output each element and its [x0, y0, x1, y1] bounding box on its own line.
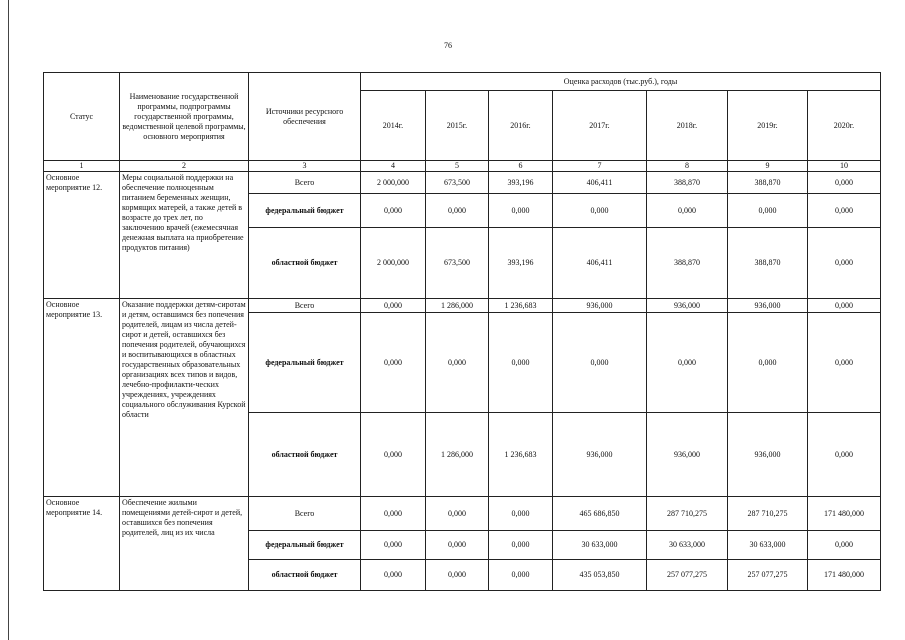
- value-cell: 0,000: [426, 313, 489, 413]
- source-label: федеральный бюджет: [249, 313, 361, 413]
- measure-description: Обеспечение жилыми помещениями детей-сирот и детей, оставшихся без попечения родителей, лиц из их числа: [120, 497, 249, 591]
- value-cell: 0,000: [426, 194, 489, 228]
- value-cell: 673,500: [426, 228, 489, 299]
- value-cell: 406,411: [553, 228, 647, 299]
- value-cell: 0,000: [808, 194, 881, 228]
- value-cell: 257 077,275: [647, 560, 728, 591]
- value-cell: 0,000: [361, 413, 426, 497]
- value-cell: 1 236,683: [489, 413, 553, 497]
- value-cell: 0,000: [808, 172, 881, 194]
- value-cell: 1 236,683: [489, 299, 553, 313]
- value-cell: 287 710,275: [647, 497, 728, 531]
- value-cell: 0,000: [728, 313, 808, 413]
- value-cell: 2 000,000: [361, 228, 426, 299]
- value-cell: 0,000: [808, 228, 881, 299]
- value-cell: 393,196: [489, 228, 553, 299]
- header-year: 2019г.: [728, 91, 808, 161]
- header-year: 2017г.: [553, 91, 647, 161]
- value-cell: 406,411: [553, 172, 647, 194]
- source-label: областной бюджет: [249, 413, 361, 497]
- value-cell: 0,000: [426, 560, 489, 591]
- value-cell: 936,000: [553, 299, 647, 313]
- value-cell: 0,000: [808, 299, 881, 313]
- value-cell: 936,000: [647, 299, 728, 313]
- value-cell: 0,000: [426, 531, 489, 560]
- value-cell: 936,000: [728, 413, 808, 497]
- value-cell: 30 633,000: [728, 531, 808, 560]
- value-cell: 30 633,000: [553, 531, 647, 560]
- value-cell: 171 480,000: [808, 497, 881, 531]
- value-cell: 257 077,275: [728, 560, 808, 591]
- value-cell: 2 000,000: [361, 172, 426, 194]
- value-cell: 936,000: [553, 413, 647, 497]
- value-cell: 0,000: [647, 194, 728, 228]
- value-cell: 0,000: [489, 560, 553, 591]
- source-label: Всего: [249, 299, 361, 313]
- value-cell: 388,870: [647, 172, 728, 194]
- header-year: 2020г.: [808, 91, 881, 161]
- value-cell: 30 633,000: [647, 531, 728, 560]
- value-cell: 1 286,000: [426, 413, 489, 497]
- measure-description: Меры социальной поддержки на обеспечение полноценным питанием беременных женщин, кормящих матерей, а также детей в возрасте до трех лет, по заключению врачей (ежемесячная денежная выплата на приобретение продуктов питания): [120, 172, 249, 299]
- source-label: областной бюджет: [249, 560, 361, 591]
- value-cell: 673,500: [426, 172, 489, 194]
- value-cell: 936,000: [647, 413, 728, 497]
- header-year: 2016г.: [489, 91, 553, 161]
- value-cell: 936,000: [728, 299, 808, 313]
- header-year: 2018г.: [647, 91, 728, 161]
- value-cell: 0,000: [553, 194, 647, 228]
- measure-status: Основное мероприятие 12.: [44, 172, 120, 299]
- value-cell: 0,000: [808, 313, 881, 413]
- value-cell: 0,000: [489, 531, 553, 560]
- column-number: 1: [44, 161, 120, 172]
- measure-status: Основное мероприятие 13.: [44, 299, 120, 497]
- source-label: Всего: [249, 172, 361, 194]
- value-cell: 0,000: [489, 194, 553, 228]
- measure-description: Оказание поддержки детям-сиротам и детям, оставшимся без попечения родителей, лицам из числа детей-сирот и детей, оставшихся без попечения родителей, обучающихся и воспитывающихся в областных государственных образовательных организациях всех типов и видов, лечебно-профилакти-ческих учреждениях, учреждениях социального обслуживания Курской области: [120, 299, 249, 497]
- header-source: Источники ресурсного обеспечения: [249, 73, 361, 161]
- value-cell: 388,870: [728, 228, 808, 299]
- column-number: 2: [120, 161, 249, 172]
- column-number: 6: [489, 161, 553, 172]
- source-label: федеральный бюджет: [249, 531, 361, 560]
- value-cell: 1 286,000: [426, 299, 489, 313]
- table-row: [44, 497, 881, 531]
- value-cell: 388,870: [728, 172, 808, 194]
- value-cell: 0,000: [489, 497, 553, 531]
- header-year: 2014г.: [361, 91, 426, 161]
- column-number: 5: [426, 161, 489, 172]
- header-year: 2015г.: [426, 91, 489, 161]
- header-status: Статус: [44, 73, 120, 161]
- value-cell: 465 686,850: [553, 497, 647, 531]
- value-cell: 0,000: [426, 497, 489, 531]
- value-cell: 0,000: [808, 531, 881, 560]
- column-number: 8: [647, 161, 728, 172]
- value-cell: 287 710,275: [728, 497, 808, 531]
- value-cell: 0,000: [361, 497, 426, 531]
- value-cell: 171 480,000: [808, 560, 881, 591]
- source-label: федеральный бюджет: [249, 194, 361, 228]
- source-label: Всего: [249, 497, 361, 531]
- page-number: 76: [444, 41, 452, 50]
- source-label: областной бюджет: [249, 228, 361, 299]
- table-row: [44, 172, 881, 194]
- value-cell: 435 053,850: [553, 560, 647, 591]
- header-name: Наименование государственной программы, подпрограммы государственной программы, ведомственной целевой программы, основного мероприятия: [120, 73, 249, 161]
- measure-status: Основное мероприятие 14.: [44, 497, 120, 591]
- column-number: 10: [808, 161, 881, 172]
- value-cell: 0,000: [361, 299, 426, 313]
- column-number: 7: [553, 161, 647, 172]
- table-row: [44, 299, 881, 313]
- value-cell: 0,000: [553, 313, 647, 413]
- value-cell: 0,000: [361, 560, 426, 591]
- value-cell: 0,000: [647, 313, 728, 413]
- value-cell: 0,000: [361, 531, 426, 560]
- value-cell: 0,000: [361, 313, 426, 413]
- value-cell: 0,000: [728, 194, 808, 228]
- value-cell: 393,196: [489, 172, 553, 194]
- page-frame-line: [8, 0, 9, 640]
- column-number: 3: [249, 161, 361, 172]
- column-number: 9: [728, 161, 808, 172]
- column-number: 4: [361, 161, 426, 172]
- budget-table: [43, 72, 881, 591]
- value-cell: 388,870: [647, 228, 728, 299]
- value-cell: 0,000: [808, 413, 881, 497]
- header-estimate: Оценка расходов (тыс.руб.), годы: [361, 73, 881, 91]
- value-cell: 0,000: [361, 194, 426, 228]
- value-cell: 0,000: [489, 313, 553, 413]
